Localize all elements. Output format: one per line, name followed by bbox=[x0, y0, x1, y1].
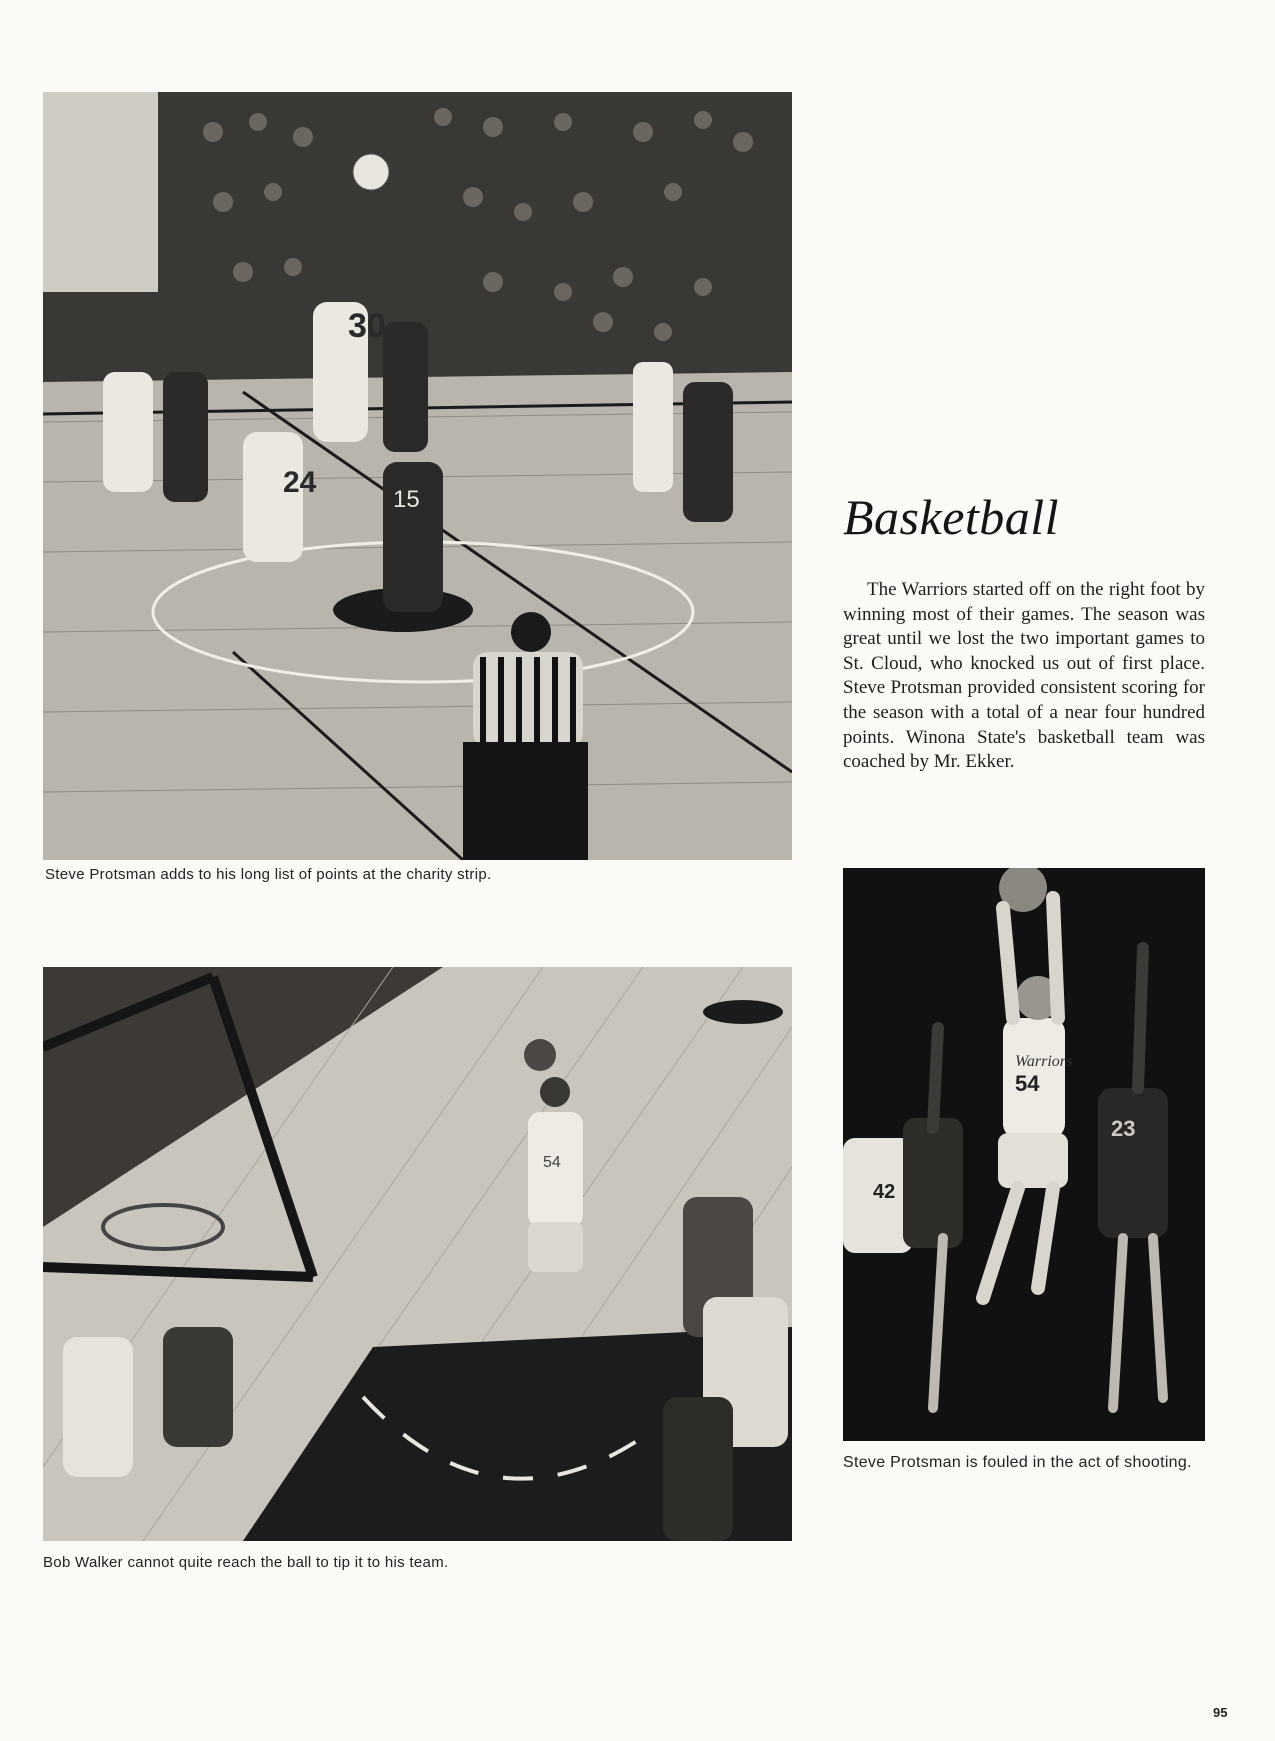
photo-tipoff-caption: Steve Protsman adds to his long list of points at the charity strip. bbox=[45, 866, 492, 883]
article-body: The Warriors started off on the right foot by winning most of their games. The season was great until we lost the two important games to St. Cloud, who knocked us out of first place. Steve Protsman provided consistent scoring for the season with a total of a near four hundred points. Winona State's basketball team was coached by Mr. Ekker. bbox=[843, 579, 1205, 773]
photo-free-throw-caption: Bob Walker cannot quite reach the ball to tip it to his team. bbox=[43, 1554, 449, 1571]
jersey-number-label: 15 bbox=[393, 486, 420, 513]
jersey-number-label: 24 bbox=[283, 466, 317, 499]
jersey-number-label: 42 bbox=[873, 1181, 896, 1203]
jersey-number-label: 23 bbox=[1111, 1116, 1136, 1141]
team-lettering: Warriors bbox=[1015, 1053, 1073, 1070]
jersey-number-label: 30 bbox=[348, 307, 386, 345]
jersey-number-label: 54 bbox=[1015, 1071, 1040, 1096]
photo-free-throw bbox=[43, 967, 792, 1541]
photo-tipoff bbox=[43, 92, 792, 860]
photo-fouled-shot bbox=[843, 868, 1205, 1441]
photo-fouled-shot-caption: Steve Protsman is fouled in the act of shooting. bbox=[843, 1454, 1192, 1471]
page-number: 95 bbox=[1213, 1705, 1228, 1720]
jersey-number-label: 54 bbox=[543, 1154, 561, 1171]
article-title: Basketball bbox=[843, 489, 1060, 545]
